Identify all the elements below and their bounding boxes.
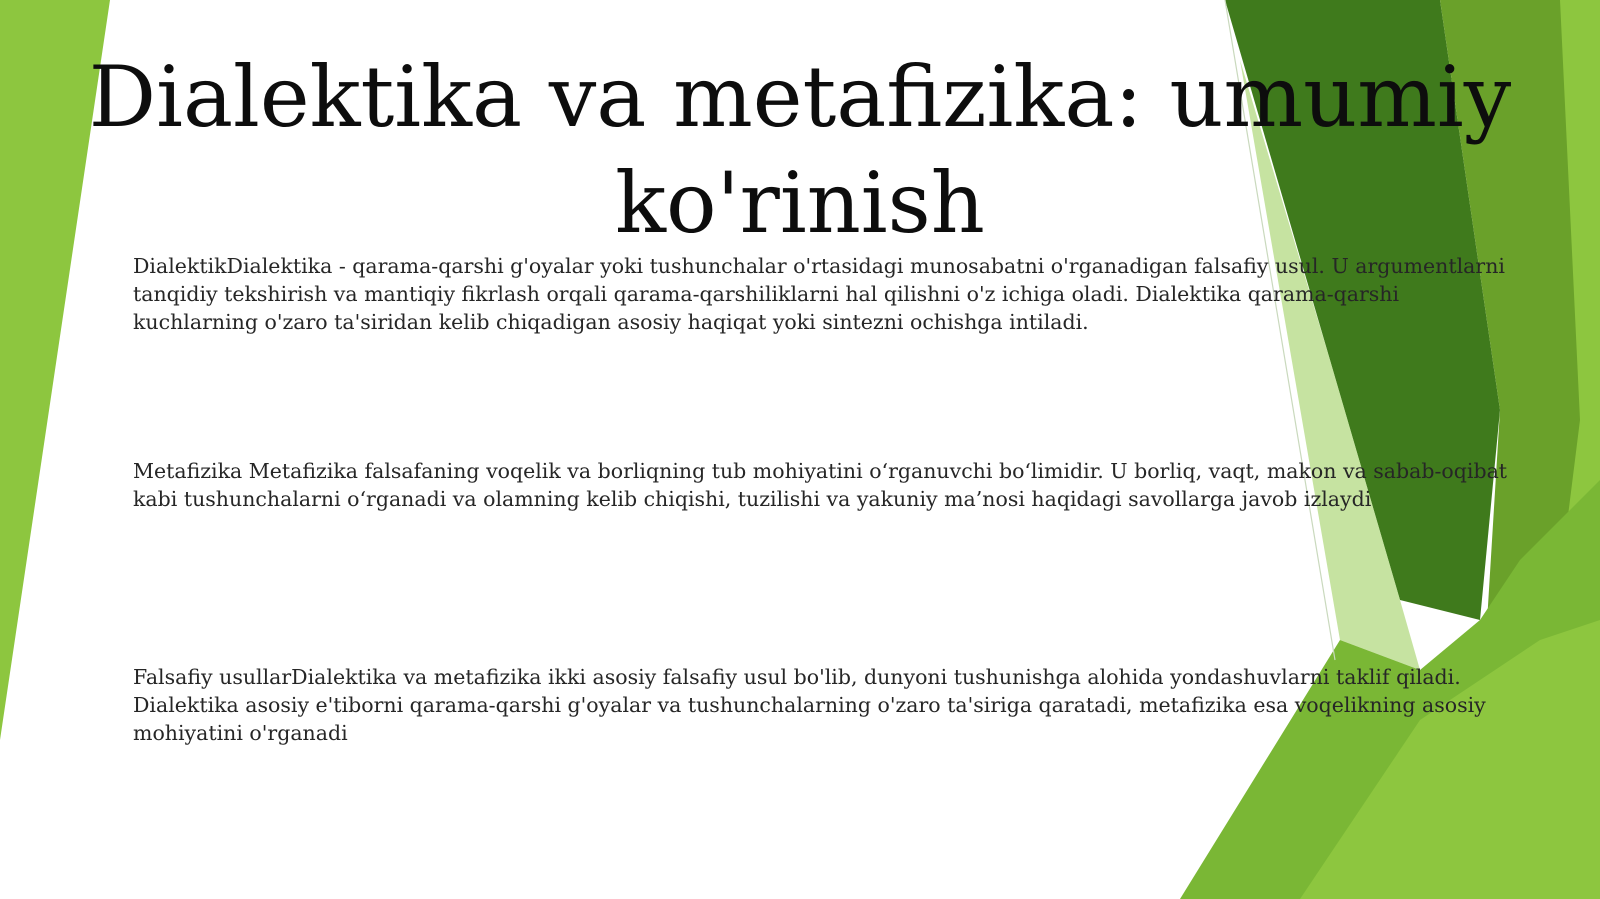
paragraph-metafizika: Metafizika Metafizika falsafaning voqelik va borliqning tub mohiyatini o‘rganuvchi bo‘limidir. U borliq, vaqt, makon va sabab-oqibat kabi tushunchalarni o‘rganadi va olamning kelib chiqishi, tuzilishi va yakuniy ma’nosi haqidagi savollarga javob izlaydi [133, 459, 1508, 511]
paragraph-dialektika: DialektikDialektika - qarama-qarshi g'oyalar yoki tushunchalar o'rtasidagi munosabatni o'rganadigan falsafiy usul. U argumentlarni tanqidiy tekshirish va mantiqiy fikrlash orqali qarama-qarshiliklarni hal qilishni o'z ichiga oladi. Dialektika qarama-qarshi kuchlarning o'zaro ta'siridan kelib chiqadigan asosiy haqiqat yoki sintezni ochishga intiladi. [133, 254, 1505, 334]
paragraph-falsafiy-usullar: Falsafiy usullarDialektika va metafizika ikki asosiy falsafiy usul bo'lib, dunyoni tushunishga alohida yondashuvlarni taklif qiladi. Dialektika asosiy e'tiborni qarama-qarshi g'oyalar va tushunchalarning o'zaro ta'siriga qaratadi, metafizika esa voqelikning asosiy mohiyatini o'rganadi [133, 665, 1486, 745]
slide-title: Dialektika va metafizika: umumiy ko'rinish [88, 48, 1512, 252]
